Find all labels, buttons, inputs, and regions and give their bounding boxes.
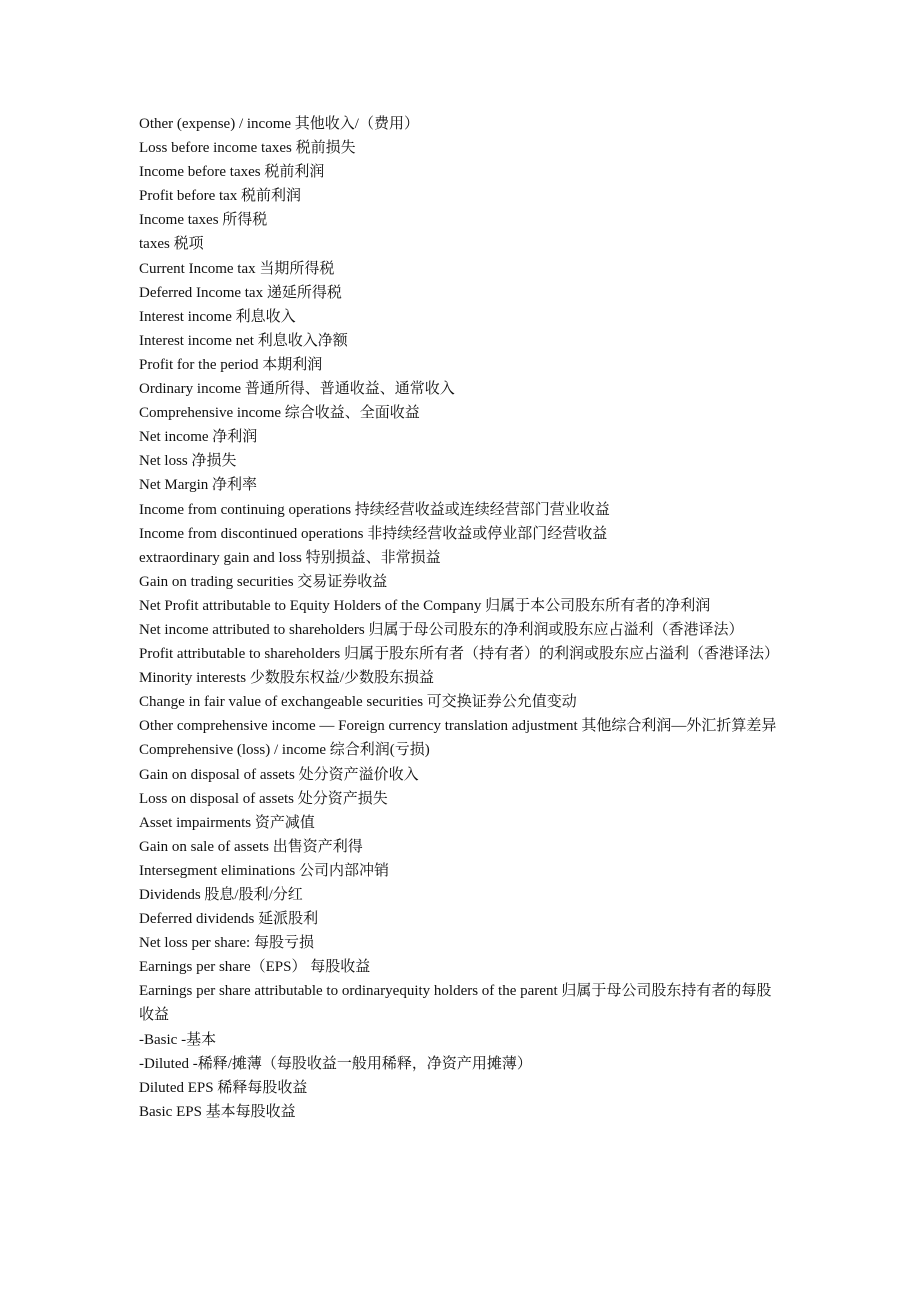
- text-line: Profit for the period 本期利润: [139, 356, 323, 373]
- text-line: taxes 税项: [139, 236, 204, 253]
- text-line: Income from discontinued operations 非持续经营收益或停业部门经营收益: [139, 525, 608, 542]
- text-line: Intersegment eliminations 公司内部冲销: [139, 862, 389, 879]
- text-line: Net income attributed to shareholders 归属于母公司股东的净利润或股东应占溢利（香港译法）: [139, 621, 744, 638]
- text-line: Loss before income taxes 税前损失: [139, 140, 356, 157]
- text-line: extraordinary gain and loss 特别损益、非常损益: [139, 549, 441, 566]
- text-line: Ordinary income 普通所得、普通收益、通常收入: [139, 381, 455, 398]
- text-line: Income before taxes 税前利润: [139, 164, 325, 181]
- text-line: Earnings per share attributable to ordinaryequity holders of the parent 归属于母公司股东持有者的每股收益: [139, 983, 772, 1024]
- text-line: Comprehensive (loss) / income 综合利润(亏损): [139, 742, 430, 759]
- text-line: Gain on trading securities 交易证券收益: [139, 573, 388, 590]
- text-line: Profit before tax 税前利润: [139, 188, 302, 205]
- text-line: Net loss per share: 每股亏损: [139, 935, 314, 952]
- text-line: Loss on disposal of assets 处分资产损失: [139, 790, 388, 807]
- text-line: Asset impairments 资产减值: [139, 814, 315, 831]
- text-line: Gain on sale of assets 出售资产利得: [139, 838, 363, 855]
- text-line: Other comprehensive income — Foreign currency translation adjustment 其他综合利润—外汇折算差异: [139, 718, 777, 735]
- text-line: Net loss 净损失: [139, 453, 237, 470]
- text-line: Comprehensive income 综合收益、全面收益: [139, 405, 420, 422]
- text-line: Income from continuing operations 持续经营收益或连续经营部门营业收益: [139, 501, 610, 518]
- text-line: Net Profit attributable to Equity Holders of the Company 归属于本公司股东所有者的净利润: [139, 597, 711, 614]
- text-line: Change in fair value of exchangeable securities 可交换证券公允值变动: [139, 694, 577, 711]
- text-line: Current Income tax 当期所得税: [139, 260, 335, 277]
- text-line: Basic EPS 基本每股收益: [139, 1103, 296, 1120]
- text-line: Net Margin 净利率: [139, 477, 258, 494]
- text-line: -Basic -基本: [139, 1031, 217, 1048]
- text-line: Other (expense) / income 其他收入/（费用）: [139, 116, 419, 132]
- text-line: -Diluted -稀释/摊薄（每股收益一般用稀释，净资产用摊薄）: [139, 1055, 532, 1072]
- text-line: Interest income 利息收入: [139, 308, 296, 325]
- text-line: Gain on disposal of assets 处分资产溢价收入: [139, 766, 419, 783]
- text-line: Minority interests 少数股东权益/少数股东损益: [139, 670, 434, 687]
- text-line: Deferred Income tax 递延所得税: [139, 284, 342, 301]
- text-line: Profit attributable to shareholders 归属于股东所有者（持有者）的利润或股东应占溢利（香港译法）: [139, 646, 779, 663]
- text-line: Deferred dividends 延派股利: [139, 911, 319, 928]
- text-line: Net income 净利润: [139, 429, 258, 446]
- document-body: [139, 112, 784, 1124]
- text-line: Diluted EPS 稀释每股收益: [139, 1079, 308, 1096]
- text-line: Interest income net 利息收入净额: [139, 332, 348, 349]
- text-line: Income taxes 所得税: [139, 212, 268, 229]
- text-line: Earnings per share（EPS） 每股收益: [139, 959, 371, 976]
- text-line: Dividends 股息/股利/分红: [139, 887, 303, 903]
